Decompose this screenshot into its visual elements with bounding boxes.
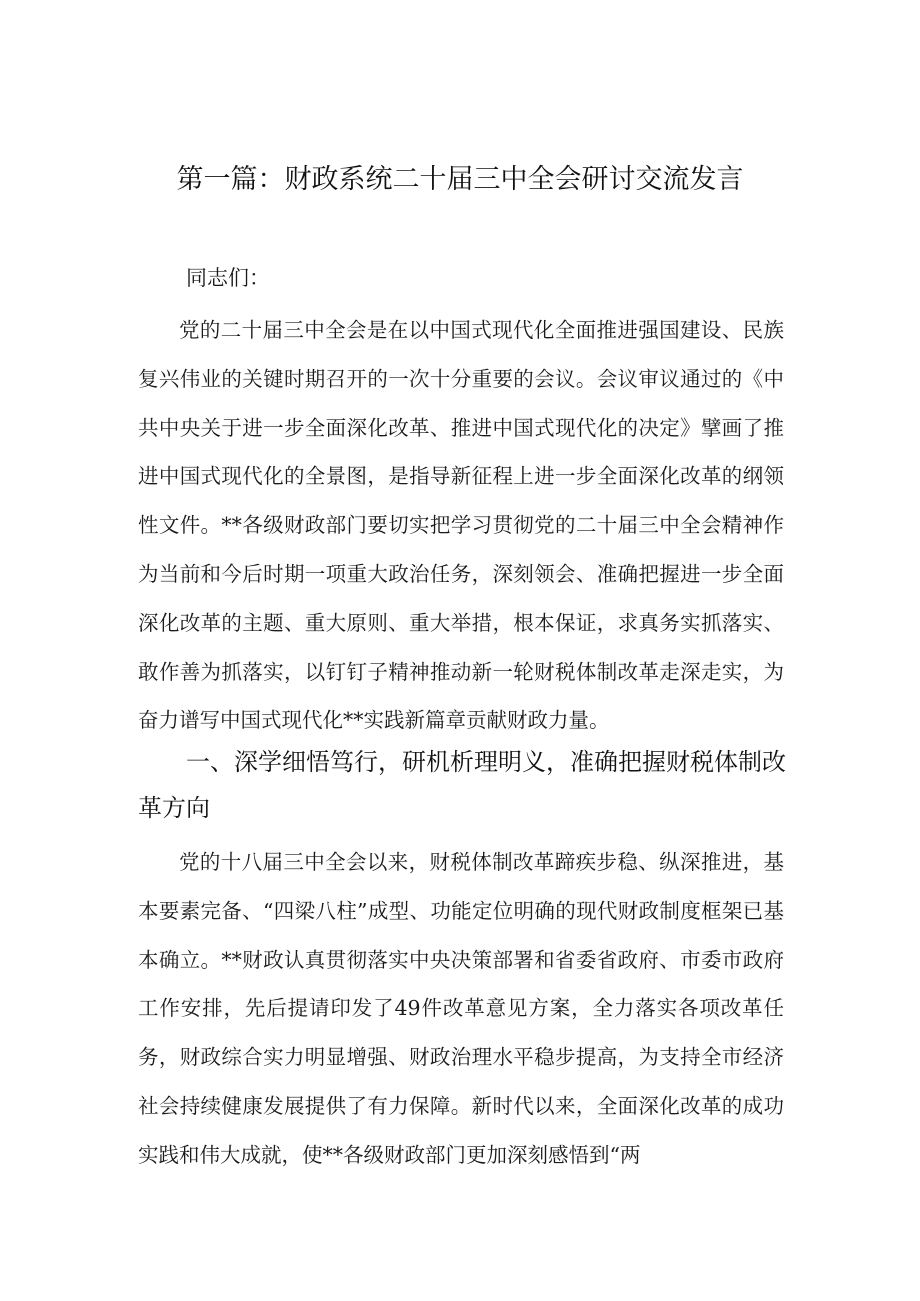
body-paragraph: 党的二十届三中全会是在以中国式现代化全面推进强国建设、民族复兴伟业的关键时期召开的一次十分重要的会议。会议审议通过的《中共中央关于进一步全面深化改革、推进中国式现代化的决定》擘画了推进中国式现代化的全景图，是指导新征程上进一步全面深化改革的纲领性文件。**各级财政部门要切实把学习贯彻党的二十届三中全会精神作为当前和今后时期一项重大政治任务，深刻领会、准确把握进一步全面深化改革的主题、重大原则、重大举措，根本保证，求真务实抓落实、敢作善为抓落实，以钉钉子精神推动新一轮财税体制改革走深走实，为奋力谱写中国式现代化**实践新篇章贡献财政力量。 — [138, 318, 784, 733]
section-heading: 一、深学细悟笃行，研机析理明义，准确把握财税体制改革方向 — [138, 748, 786, 822]
document-title: 第一篇：财政系统二十届三中全会研讨交流发言 — [176, 164, 744, 195]
body-paragraph: 党的十八届三中全会以来，财税体制改革蹄疾步稳、纵深推进，基本要素完备、“四梁八柱”成型、功能定位明确的现代财政制度框架已基本确立。**财政认真贯彻落实中央决策部署和省委省政府、市委市政府工作安排，先后提请印发了49件改革意见方案，全力落实各项改革任务，财政综合实力明显增强、财政治理水平稳步提高，为支持全市经济社会持续健康发展提供了有力保障。新时代以来，全面深化改革的成功实践和伟大成就，使**各级财政部门更加深刻感悟到“两 — [138, 850, 784, 1167]
salutation: 同志们： — [186, 266, 270, 290]
